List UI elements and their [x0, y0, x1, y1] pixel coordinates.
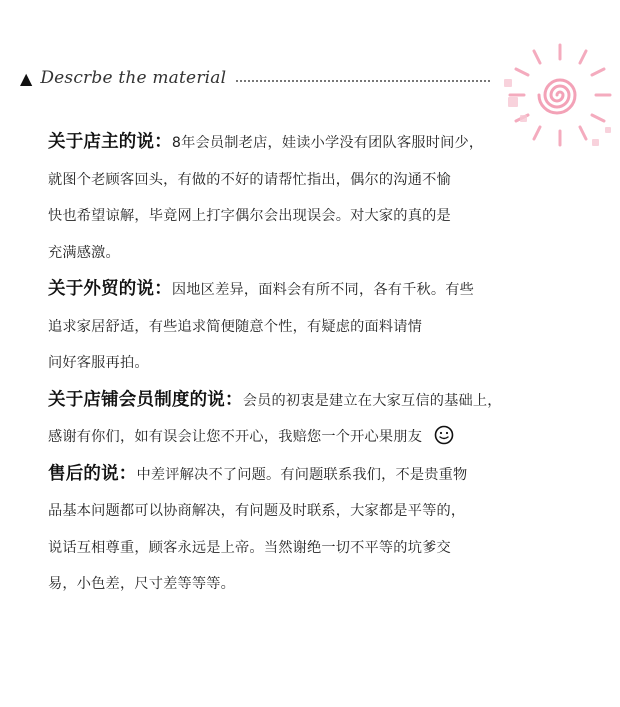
- section-2-line-1: [48, 271, 588, 309]
- section-text: 易，小色差，尺寸差等等等。: [48, 576, 236, 592]
- section-text: 品基本问题都可以协商解决，有问题及时联系，大家都是平等的，: [48, 503, 466, 519]
- section-text: 追求家居舒适，有些追求简便随意个性，有疑虑的面料请情: [48, 318, 423, 335]
- section-text: 快也希望谅解，毕竟网上打字偶尔会出现误会。对大家的真的是: [48, 208, 451, 224]
- section-text: 因地区差异，面料会有所不同，各有千秋。有些: [171, 282, 475, 298]
- smiley-face-icon: [434, 425, 454, 445]
- section-heading-owner: 关于店主的说：: [48, 132, 172, 152]
- section-3-line-1: [48, 382, 588, 420]
- section-text: 会员的初衷是建立在大家互信的基础上，: [242, 392, 502, 409]
- section-4-line-1: [48, 456, 588, 494]
- section-heading-foreign-trade: 关于外贸的说：: [48, 279, 172, 299]
- section-text: 说话互相尊重，顾客永远是上帝。当然谢绝一切不平等的坑爹交: [48, 539, 451, 556]
- triangle-up-icon: ▲: [20, 69, 33, 88]
- section-text: 中差评解决不了问题。有问题联系我们，不是贵重物: [136, 466, 468, 483]
- section-heading-membership: 关于店铺会员制度的说：: [48, 389, 243, 410]
- description-content: [48, 124, 588, 603]
- section-text: 感谢有你们，如有误会让您不开心，我赔您一个开心果朋友: [48, 429, 423, 445]
- section-text: 就图个老顾客回头，有做的不好的请帮忙指出，偶尔的沟通不愉: [48, 171, 451, 188]
- section-3-line-2: [48, 419, 588, 456]
- section-1-line-1: [48, 124, 588, 162]
- dotted-divider: [236, 79, 490, 82]
- section-text: 8年会员制老店，娃读小学没有团队客服时间少，: [171, 135, 484, 151]
- section-title: Descrbe the material: [40, 68, 227, 88]
- section-header: [20, 66, 490, 90]
- section-text: 充满感激。: [48, 244, 120, 261]
- section-heading-after-sales: 售后的说：: [48, 463, 137, 484]
- section-text: 问好客服再拍。: [48, 355, 149, 371]
